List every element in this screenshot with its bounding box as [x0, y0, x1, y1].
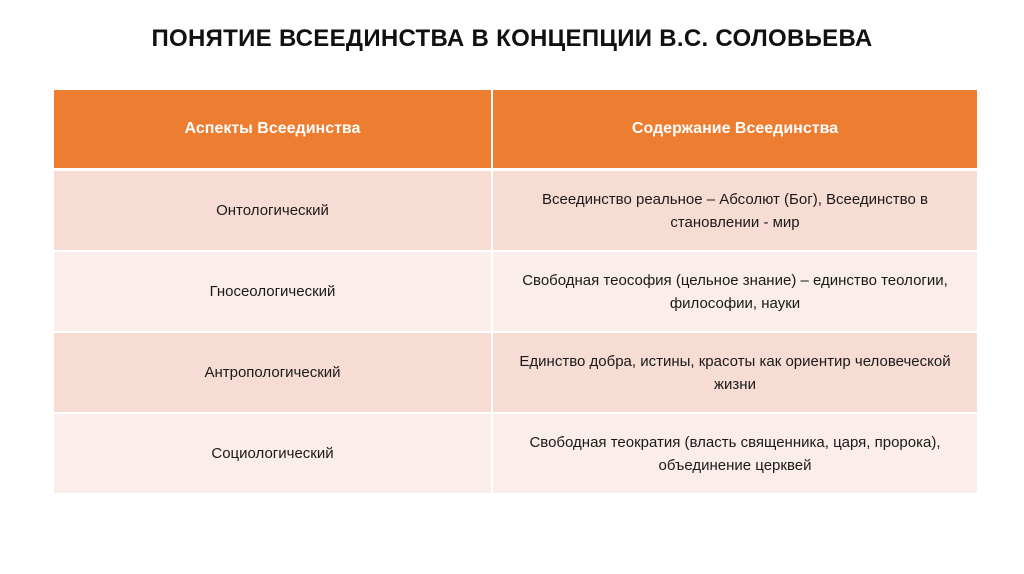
content-cell: Свободная теософия (цельное знание) – единство теологии, философии, науки [492, 251, 977, 332]
aspect-cell: Гносеологический [54, 251, 492, 332]
aspect-cell: Антропологический [54, 332, 492, 413]
table-row [54, 413, 977, 494]
column-header-content: Содержание Всеединства [492, 90, 977, 170]
column-header-aspects: Аспекты Всеединства [54, 90, 492, 170]
content-cell: Всеединство реальное – Абсолют (Бог), Всеединство в становлении - мир [492, 170, 977, 252]
aspects-table [54, 90, 977, 495]
aspect-cell: Социологический [54, 413, 492, 494]
page-title: ПОНЯТИЕ ВСЕЕДИНСТВА В КОНЦЕПЦИИ В.С. СОЛОВЬЕВА [151, 25, 873, 52]
table-header-row [54, 90, 977, 170]
aspect-cell: Онтологический [54, 170, 492, 252]
content-cell: Единство добра, истины, красоты как ориентир человеческой жизни [492, 332, 977, 413]
table-row [54, 332, 977, 413]
table-row [54, 170, 977, 252]
content-cell: Свободная теократия (власть священника, царя, пророка), объединение церквей [492, 413, 977, 494]
table-row [54, 251, 977, 332]
